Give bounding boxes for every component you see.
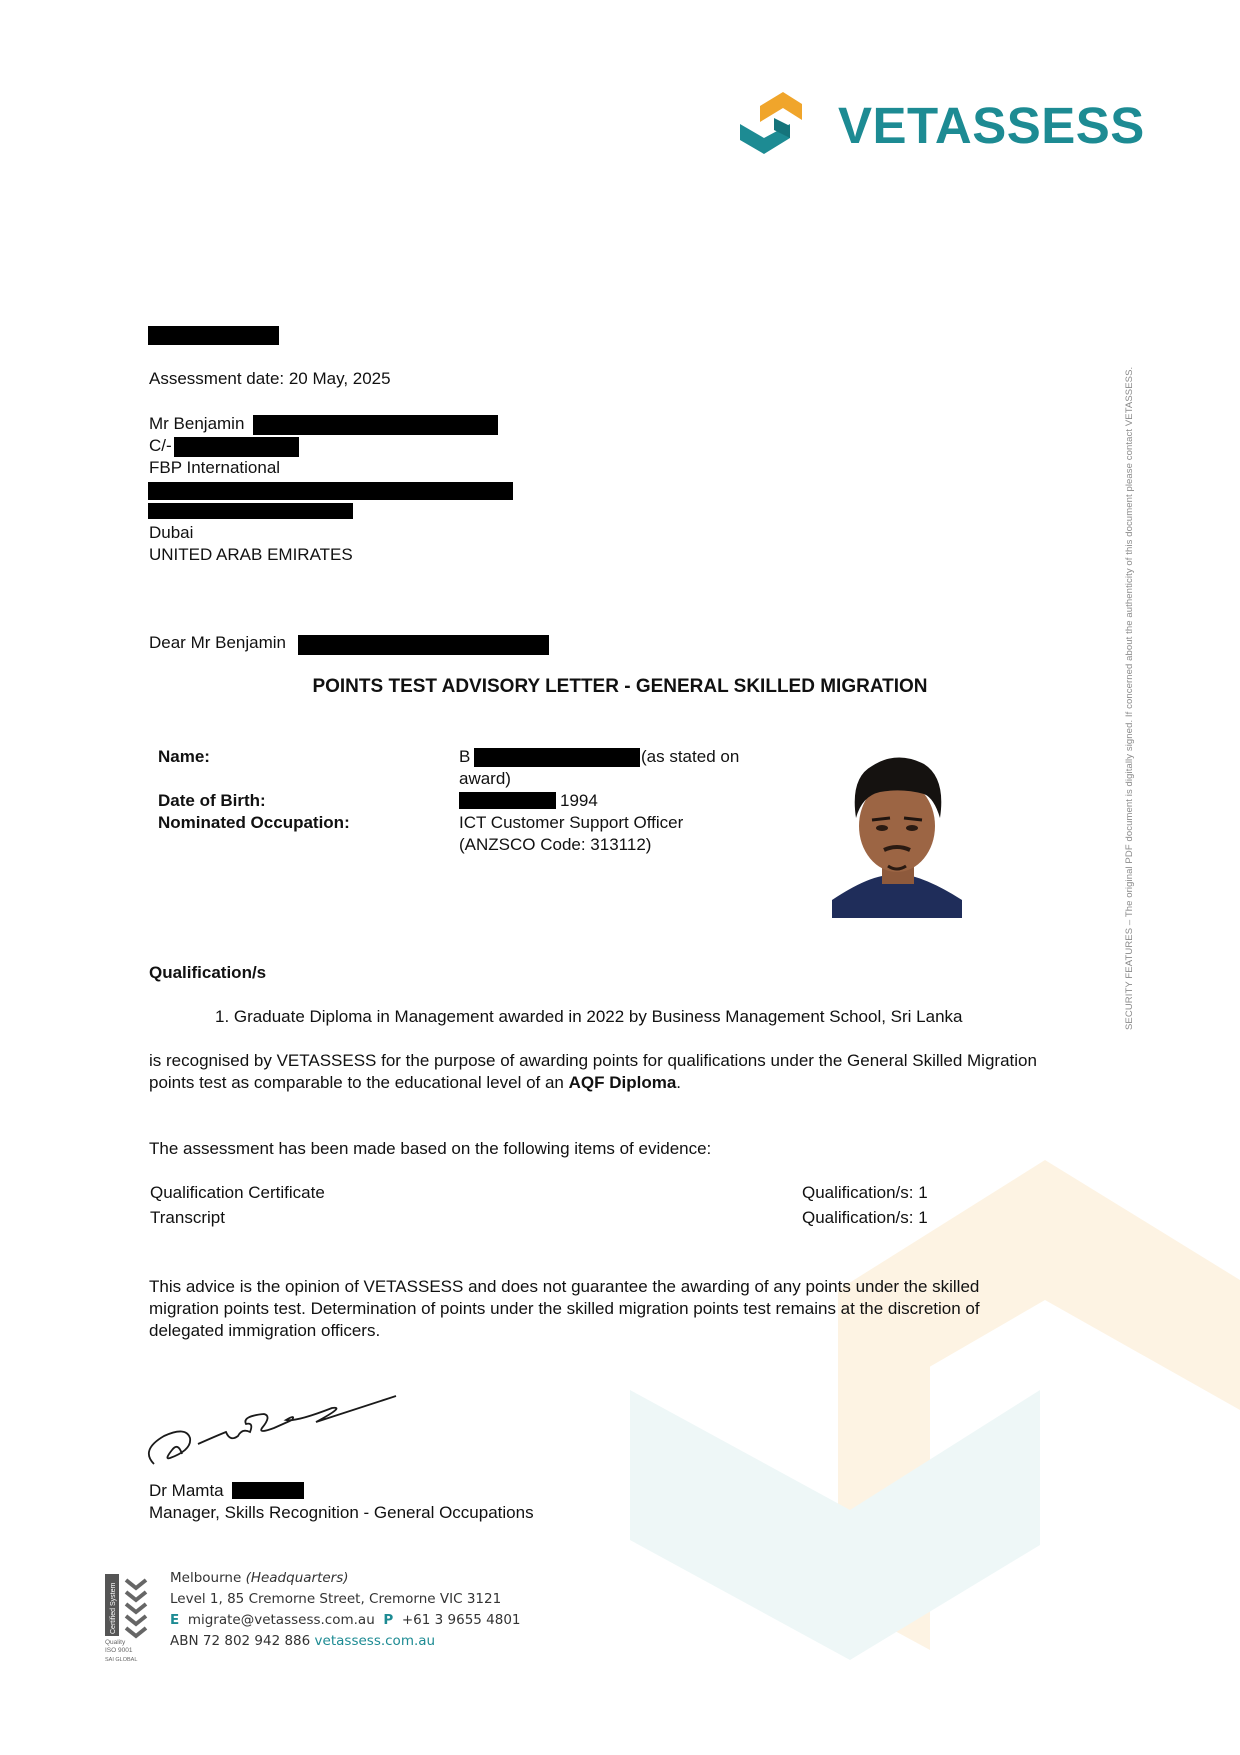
- letter-title: POINTS TEST ADVISORY LETTER - GENERAL SKILLED MIGRATION: [312, 676, 928, 697]
- cert-line-2: ISO 9001: [105, 1647, 133, 1654]
- vetassess-logo-text: VETASSESS: [838, 97, 1145, 154]
- name-prefix: B: [459, 747, 471, 766]
- footer-office: [170, 1570, 349, 1586]
- evidence-item: Transcript: [150, 1208, 225, 1227]
- disclaimer-line-3: delegated immigration officers.: [149, 1321, 381, 1340]
- occupation-label: Nominated Occupation:: [158, 813, 350, 832]
- name-label: Name:: [158, 747, 210, 766]
- recognition-text: points test as comparable to the educational level of an: [149, 1073, 569, 1092]
- disclaimer-line-1: This advice is the opinion of VETASSESS and does not guarantee the awarding of any points under the skilled: [149, 1277, 980, 1296]
- handwritten-signature: [146, 1386, 406, 1472]
- address-country: UNITED ARAB EMIRATES: [149, 545, 353, 564]
- redaction-bar: [253, 415, 498, 435]
- applicant-photo-image: [832, 748, 962, 918]
- dob-label: Date of Birth:: [158, 791, 266, 810]
- redaction-bar: [148, 482, 513, 500]
- evidence-intro: The assessment has been made based on the following items of evidence:: [149, 1139, 712, 1158]
- footer-website-link[interactable]: vetassess.com.au: [314, 1633, 436, 1649]
- aqf-level: AQF Diploma: [568, 1073, 677, 1092]
- company-name: FBP International: [149, 458, 281, 477]
- dob-year: 1994: [560, 791, 598, 810]
- care-of-label: C/-: [149, 436, 172, 455]
- background-watermark-shapes: [600, 1090, 1240, 1690]
- recognition-end: .: [676, 1073, 682, 1092]
- phone-label: P: [383, 1612, 394, 1628]
- redaction-bar: [148, 326, 279, 345]
- redaction-bar: [174, 437, 299, 457]
- cert-line-3: SAI GLOBAL: [105, 1657, 138, 1663]
- footer-phone: +61 3 9655 4801: [401, 1612, 521, 1628]
- redaction-bar: [148, 503, 353, 519]
- footer-hq: (Headquarters): [245, 1570, 349, 1586]
- qualification-item: 1. Graduate Diploma in Management awarded in 2022 by Business Management School, Sri Lanka: [215, 1007, 963, 1026]
- recognition-line-1: is recognised by VETASSESS for the purpose of awarding points for qualifications under the General Skilled Migration: [149, 1051, 1037, 1070]
- footer-email[interactable]: migrate@vetassess.com.au: [187, 1612, 375, 1628]
- redaction-bar: [232, 1482, 304, 1499]
- footer-contact: [170, 1612, 521, 1628]
- cert-line-1: Quality: [105, 1639, 126, 1646]
- salutation: Dear Mr Benjamin: [149, 633, 286, 652]
- disclaimer-line-2: migration points test. Determination of points under the skilled migration points test remains at the discretion of: [149, 1299, 980, 1318]
- applicant-photo: [832, 748, 962, 918]
- addressee-name: Mr Benjamin: [149, 414, 245, 433]
- occupation-value: ICT Customer Support Officer: [459, 813, 684, 832]
- footer-address: Level 1, 85 Cremorne Street, Cremorne VIC 3121: [170, 1591, 502, 1607]
- evidence-ref: Qualification/s: 1: [802, 1183, 928, 1202]
- name-suffix: (as stated on: [641, 747, 740, 766]
- footer-abn: ABN 72 802 942 886: [170, 1633, 311, 1649]
- cert-vertical-text: Certified System: [110, 1582, 117, 1634]
- redaction-bar: [474, 748, 640, 767]
- footer-abn-line: [170, 1633, 435, 1649]
- vetassess-logo-icon: [738, 88, 816, 160]
- name-suffix-award: award): [459, 769, 511, 788]
- assessment-date: Assessment date: 20 May, 2025: [149, 369, 391, 388]
- footer-city: Melbourne: [170, 1570, 242, 1586]
- redaction-bar: [459, 792, 556, 809]
- anzsco-code: (ANZSCO Code: 313112): [459, 835, 652, 854]
- evidence-ref: Qualification/s: 1: [802, 1208, 928, 1227]
- signatory-role: Manager, Skills Recognition - General Occupations: [149, 1503, 534, 1522]
- email-label: E: [170, 1612, 180, 1628]
- address-city: Dubai: [149, 523, 194, 542]
- recognition-line-2: [149, 1072, 681, 1094]
- qualifications-heading: Qualification/s: [149, 963, 267, 982]
- security-features-note: SECURITY FEATURES – The original PDF document is digitally signed. If concerned about the authenticity of this document please contact VETASSESS.: [1124, 366, 1135, 1030]
- redaction-bar: [298, 635, 549, 655]
- signatory-name: Dr Mamta: [149, 1481, 224, 1500]
- iso-certification-badge-icon: [104, 1572, 150, 1664]
- evidence-item: Qualification Certificate: [150, 1183, 325, 1202]
